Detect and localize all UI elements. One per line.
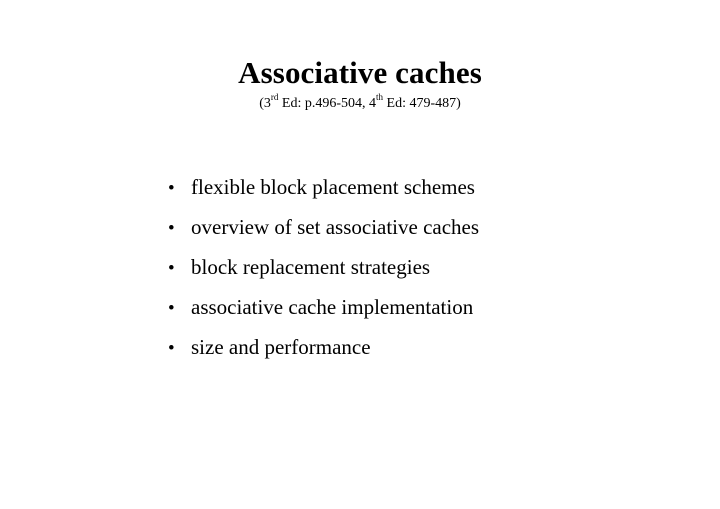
bullet-text: size and performance: [191, 335, 371, 359]
subtitle-superscript-rd: rd: [270, 92, 279, 103]
bullet-icon: •: [168, 258, 175, 279]
bullet-item: [168, 288, 479, 328]
bullet-icon: •: [168, 338, 175, 359]
bullet-text: block replacement strategies: [191, 255, 431, 279]
bullet-icon: •: [168, 298, 175, 319]
subtitle-open: (3: [259, 96, 271, 111]
bullet-item: [168, 208, 479, 248]
subtitle-middle: Ed: p.496-504, 4: [278, 96, 376, 111]
subtitle-end: Ed: 479-487): [383, 96, 461, 111]
bullet-text: flexible block placement schemes: [191, 175, 475, 199]
subtitle-superscript-th: th: [376, 92, 384, 103]
slide-title: Associative caches: [238, 55, 482, 90]
bullet-item: [168, 168, 479, 208]
bullet-text: associative cache implementation: [191, 295, 474, 319]
bullet-item: [168, 248, 479, 288]
slide-subtitle: [0, 92, 720, 113]
bullet-text: overview of set associative caches: [191, 215, 480, 239]
bullet-icon: •: [168, 218, 175, 239]
bullet-item: [168, 328, 479, 368]
bullet-icon: •: [168, 178, 175, 199]
bullet-list: [168, 168, 479, 368]
